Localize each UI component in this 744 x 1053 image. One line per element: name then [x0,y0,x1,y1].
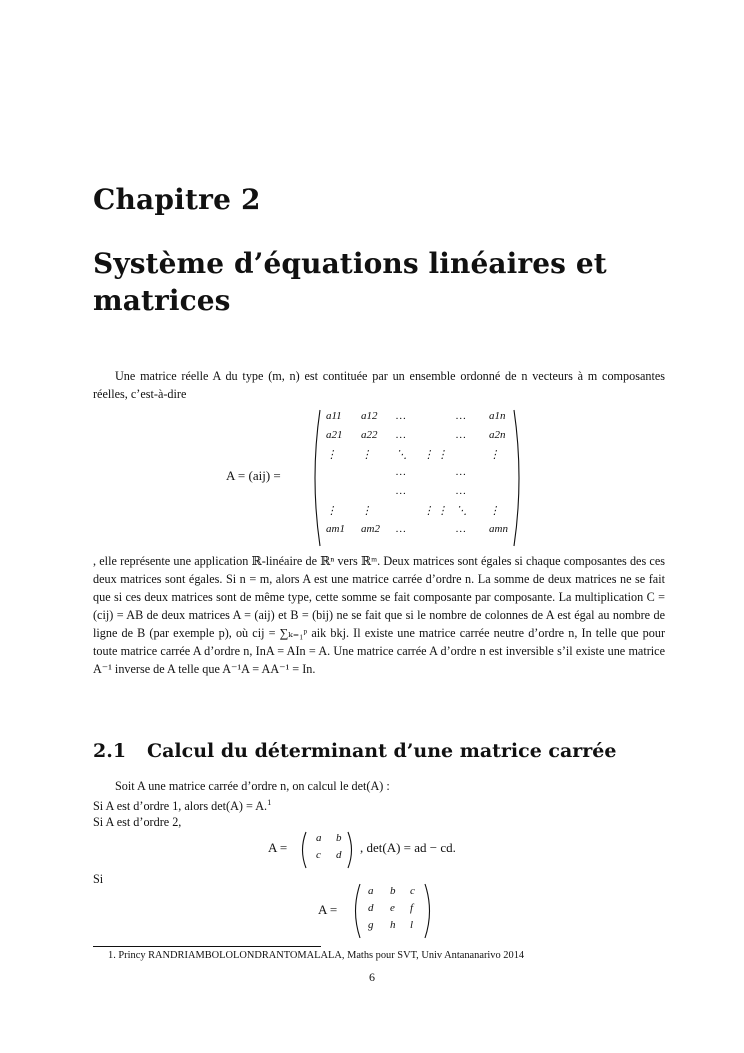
m3-right-paren [423,883,435,939]
matrix-cell: a2n [489,428,506,441]
matrix-cell: … [396,522,406,535]
matrix-cell: c [316,849,321,861]
matrix-cell: … [396,410,406,422]
matrix-cell: f [410,902,414,914]
matrix-cell: ⋮ ⋮ [423,505,448,517]
matrix-cell: … [396,466,406,479]
matrix-cell: a11 [326,410,342,422]
matrix-cell: … [456,410,466,422]
matrix-cell: g [368,919,374,931]
m3-left-paren [350,883,362,939]
matrix-cell: ⋮ [326,505,337,517]
matrix-cell: am1 [326,522,345,535]
footnote: 1. Princy RANDRIAMBOLOLONDRANTOMALALA, Maths pour SVT, Univ Antananarivo 2014 [108,950,525,961]
matrix-cell: a [316,832,322,844]
matrix-cell: ⋮ [361,448,372,461]
m2-right-paren [346,831,356,869]
intro-lead-text: Une matrice réelle A du type (m, n) est contituée par un ensemble ordonné de n vecteurs à m composantes réelles, c’est-à-dire [93,369,665,401]
matrix-cell: … [456,522,466,535]
matrix-cell: ⋱ [456,505,467,517]
matrix-cell: a12 [361,410,378,422]
matrix-cell: c [410,885,415,897]
m3-lhs: A = [318,902,338,917]
matrix-cell: l [410,919,414,931]
matrix-cell: … [396,485,406,498]
matrix-cell: am2 [361,522,380,535]
matrix-cell: a1n [489,410,506,422]
matrix-cell: ⋮ ⋮ [423,448,448,461]
matrix-cell: b [390,885,396,897]
m2-lhs: A = [268,840,288,855]
chapter-title: Système d’équations linéaires et matrices [93,247,607,317]
intro-lead [93,367,665,403]
matrix-cell: a21 [326,428,343,441]
matrix-cell: ⋮ [489,448,500,461]
section-line-4: Si [93,872,104,886]
section-line-1: Soit A une matrice carrée d’ordre n, on calcul le det(A) : [115,779,390,793]
section-title: Calcul du déterminant d’une matrice carrée [147,740,617,762]
matrix-cell: a [368,885,374,897]
matrix-right-paren [512,408,526,548]
matrix-cell: ⋮ [326,448,337,461]
matrix-cell: d [368,902,374,914]
matrix-lhs: A = (aij) = [226,468,281,483]
matrix-cell: d [336,849,342,861]
matrix-cell: e [390,902,395,914]
matrix-cell: ⋮ [489,505,500,517]
matrix-cell: b [336,832,342,844]
intro-body: , elle représente une application ℝ-linéaire de ℝⁿ vers ℝᵐ. Deux matrices sont égales si chaque composantes des ces deux matrices sont égales. Si n = m, alors A est une matrice carrée d’ordre n. La somme de deux matrices ne se fait que si ces deux matrices sont de même type, cette somme se fait composante par composante. La multiplication C = (cij) = AB de deux matrices A = (aij) et B = (bij) ne se fait que si le nombre de colonnes de A est égal au nombre de ligne de B (par exemple p), où cij = ∑ₖ₌₁ᵖ aik bkj. Il existe une matrice carrée neutre d’ordre n, In telle que pour toute matrice carrée A d’ordre n, InA = AIn = A. Une matrice carrée A d’ordre n est inversible s’il existe une matrice A⁻¹ inverse de A telle que A⁻¹A = AA⁻¹ = In. [93,554,665,676]
matrix-cell: … [456,466,466,479]
matrix-cell: ⋱ [396,448,407,461]
m2-left-paren [298,831,308,869]
page-number: 6 [369,970,375,984]
section-line-2 [93,797,271,814]
matrix-cell: … [396,428,406,441]
chapter-label: Chapitre 2 [93,183,261,216]
section-line-3: Si A est d’ordre 2, [93,815,182,829]
matrix-cell: a22 [361,428,378,441]
m2-rhs: , det(A) = ad − cd. [360,840,456,855]
matrix-cell: amn [489,522,508,535]
matrix-cell: h [390,919,396,931]
footnote-ref: 1 [267,797,272,807]
matrix-left-paren [308,408,322,548]
section-line-2-text: Si A est d’ordre 1, alors det(A) = A. [93,799,268,814]
matrix-cell: ⋮ [361,505,372,517]
matrix-cell: … [456,485,466,498]
section-number: 2.1 [93,740,127,762]
matrix-cell: … [456,428,466,441]
section-heading [93,740,616,762]
footnote-rule [93,946,321,947]
